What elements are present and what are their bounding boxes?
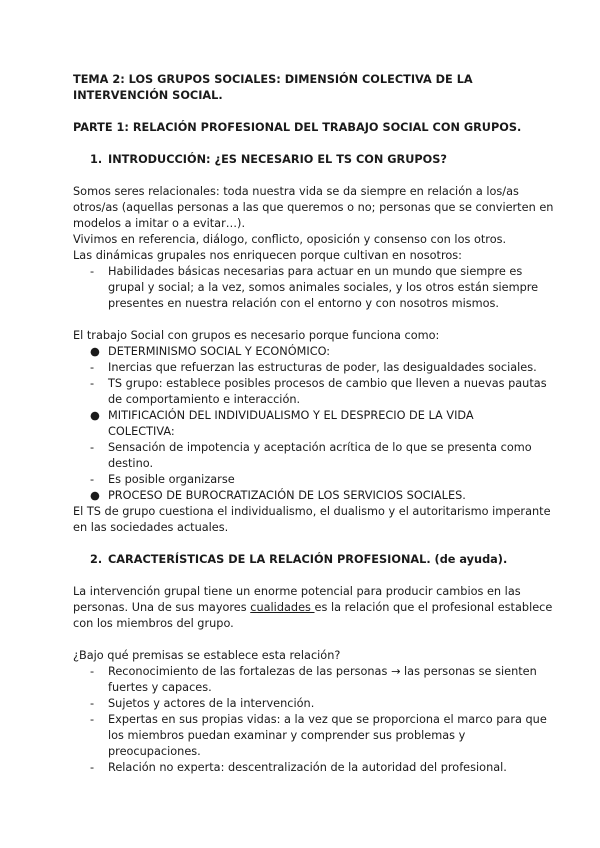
- dash-marker: -: [90, 441, 95, 454]
- bullet-marker: ●: [90, 345, 100, 358]
- dash-marker: -: [90, 761, 95, 774]
- list-subitem-impotencia-line1: Sensación de impotencia y aceptación acrítica de lo que se presenta como: [108, 441, 532, 454]
- s1-p2: Vivimos en referencia, diálogo, conflicto, oposición y consenso con los otros.: [73, 233, 507, 246]
- s2-p1-line2-post: es la relación que el profesional establece: [314, 601, 553, 614]
- dash-marker: -: [90, 361, 95, 374]
- s2-p1-line1: La intervención grupal tiene un enorme potencial para producir cambios en las: [73, 585, 521, 598]
- premise-expertas-line3: preocupaciones.: [108, 745, 201, 758]
- s1-p5-line2: en las sociedades actuales.: [73, 521, 229, 534]
- s1-p5-line1: El TS de grupo cuestiona el individualismo, el dualismo y el autoritarismo imperante: [73, 505, 551, 518]
- premise-no-experta: Relación no experta: descentralización de la autoridad del profesional.: [108, 761, 507, 774]
- dash-marker: -: [90, 377, 95, 390]
- list-subitem-ts-grupo-line1: TS grupo: establece posibles procesos de cambio que lleven a nuevas pautas: [108, 377, 547, 390]
- premise-reconocimiento-line2: fuertes y capaces.: [108, 681, 212, 694]
- section2-heading: CARACTERÍSTICAS DE LA RELACIÓN PROFESIONAL. (de ayuda).: [108, 553, 508, 566]
- s1-bullet1-line3: presentes en nuestra relación con el entorno y con nosotros mismos.: [108, 297, 499, 310]
- premise-expertas-line2: los miembros puedan examinar y comprender sus problemas y: [108, 729, 466, 742]
- list-subitem-organizarse: Es posible organizarse: [108, 473, 235, 486]
- s2-p1-line3: con los miembros del grupo.: [73, 617, 234, 630]
- premise-expertas-line1: Expertas en sus propias vidas: a la vez que se proporciona el marco para que: [108, 713, 547, 726]
- dash-marker: -: [90, 713, 95, 726]
- s2-question: ¿Bajo qué premisas se establece esta relación?: [73, 649, 341, 662]
- list-subitem-impotencia-line2: destino.: [108, 457, 154, 470]
- list-item-determinismo: DETERMINISMO SOCIAL Y ECONÓMICO:: [108, 345, 331, 358]
- s2-p1-line2-pre: personas. Una de sus mayores: [73, 601, 251, 614]
- list-item-mitificacion-line2: COLECTIVA:: [108, 425, 175, 438]
- premise-sujetos: Sujetos y actores de la intervención.: [108, 697, 315, 710]
- document-title-line2: INTERVENCIÓN SOCIAL.: [73, 89, 223, 102]
- section1-number: 1.: [90, 153, 103, 166]
- section2-number: 2.: [90, 553, 103, 566]
- bullet-marker: ●: [90, 409, 100, 422]
- premise-reconocimiento-line1: Reconocimiento de las fortalezas de las personas → las personas se sienten: [108, 665, 537, 678]
- underlined-word: cualidades: [250, 601, 315, 614]
- list-item-burocratizacion: PROCESO DE BUROCRATIZACIÓN DE LOS SERVICIOS SOCIALES.: [108, 489, 466, 502]
- list-subitem-ts-grupo-line2: de comportamiento e interacción.: [108, 393, 301, 406]
- s1-p1-line2: otros/as (aquellas personas a las que queremos o no; personas que se convierten en: [73, 201, 554, 214]
- section1-heading: INTRODUCCIÓN: ¿ES NECESARIO EL TS CON GRUPOS?: [108, 153, 447, 166]
- s1-p4: El trabajo Social con grupos es necesario porque funciona como:: [73, 329, 440, 342]
- document-title-line1: TEMA 2: LOS GRUPOS SOCIALES: DIMENSIÓN COLECTIVA DE LA: [73, 73, 473, 86]
- s2-p1-line2: [73, 600, 552, 616]
- s1-bullet1-line2: grupal y social; a la vez, somos animales sociales, y los otros están siempre: [108, 281, 539, 294]
- bullet-marker: ●: [90, 489, 100, 502]
- dash-marker: -: [90, 265, 95, 278]
- s1-p1-line3: modelos a imitar o a evitar…).: [73, 217, 246, 230]
- list-item-mitificacion-line1: MITIFICACIÓN DEL INDIVIDUALISMO Y EL DESPRECIO DE LA VIDA: [108, 409, 474, 422]
- part1-heading: PARTE 1: RELACIÓN PROFESIONAL DEL TRABAJO SOCIAL CON GRUPOS.: [73, 121, 522, 134]
- s1-p3: Las dinámicas grupales nos enriquecen porque cultivan en nosotros:: [73, 249, 462, 262]
- list-subitem-inercias: Inercias que refuerzan las estructuras de poder, las desigualdades sociales.: [108, 361, 537, 374]
- s1-p1-line1: Somos seres relacionales: toda nuestra vida se da siempre en relación a los/as: [73, 185, 519, 198]
- dash-marker: -: [90, 473, 95, 486]
- s1-bullet1-line1: Habilidades básicas necesarias para actuar en un mundo que siempre es: [108, 265, 523, 278]
- dash-marker: -: [90, 697, 95, 710]
- dash-marker: -: [90, 665, 95, 678]
